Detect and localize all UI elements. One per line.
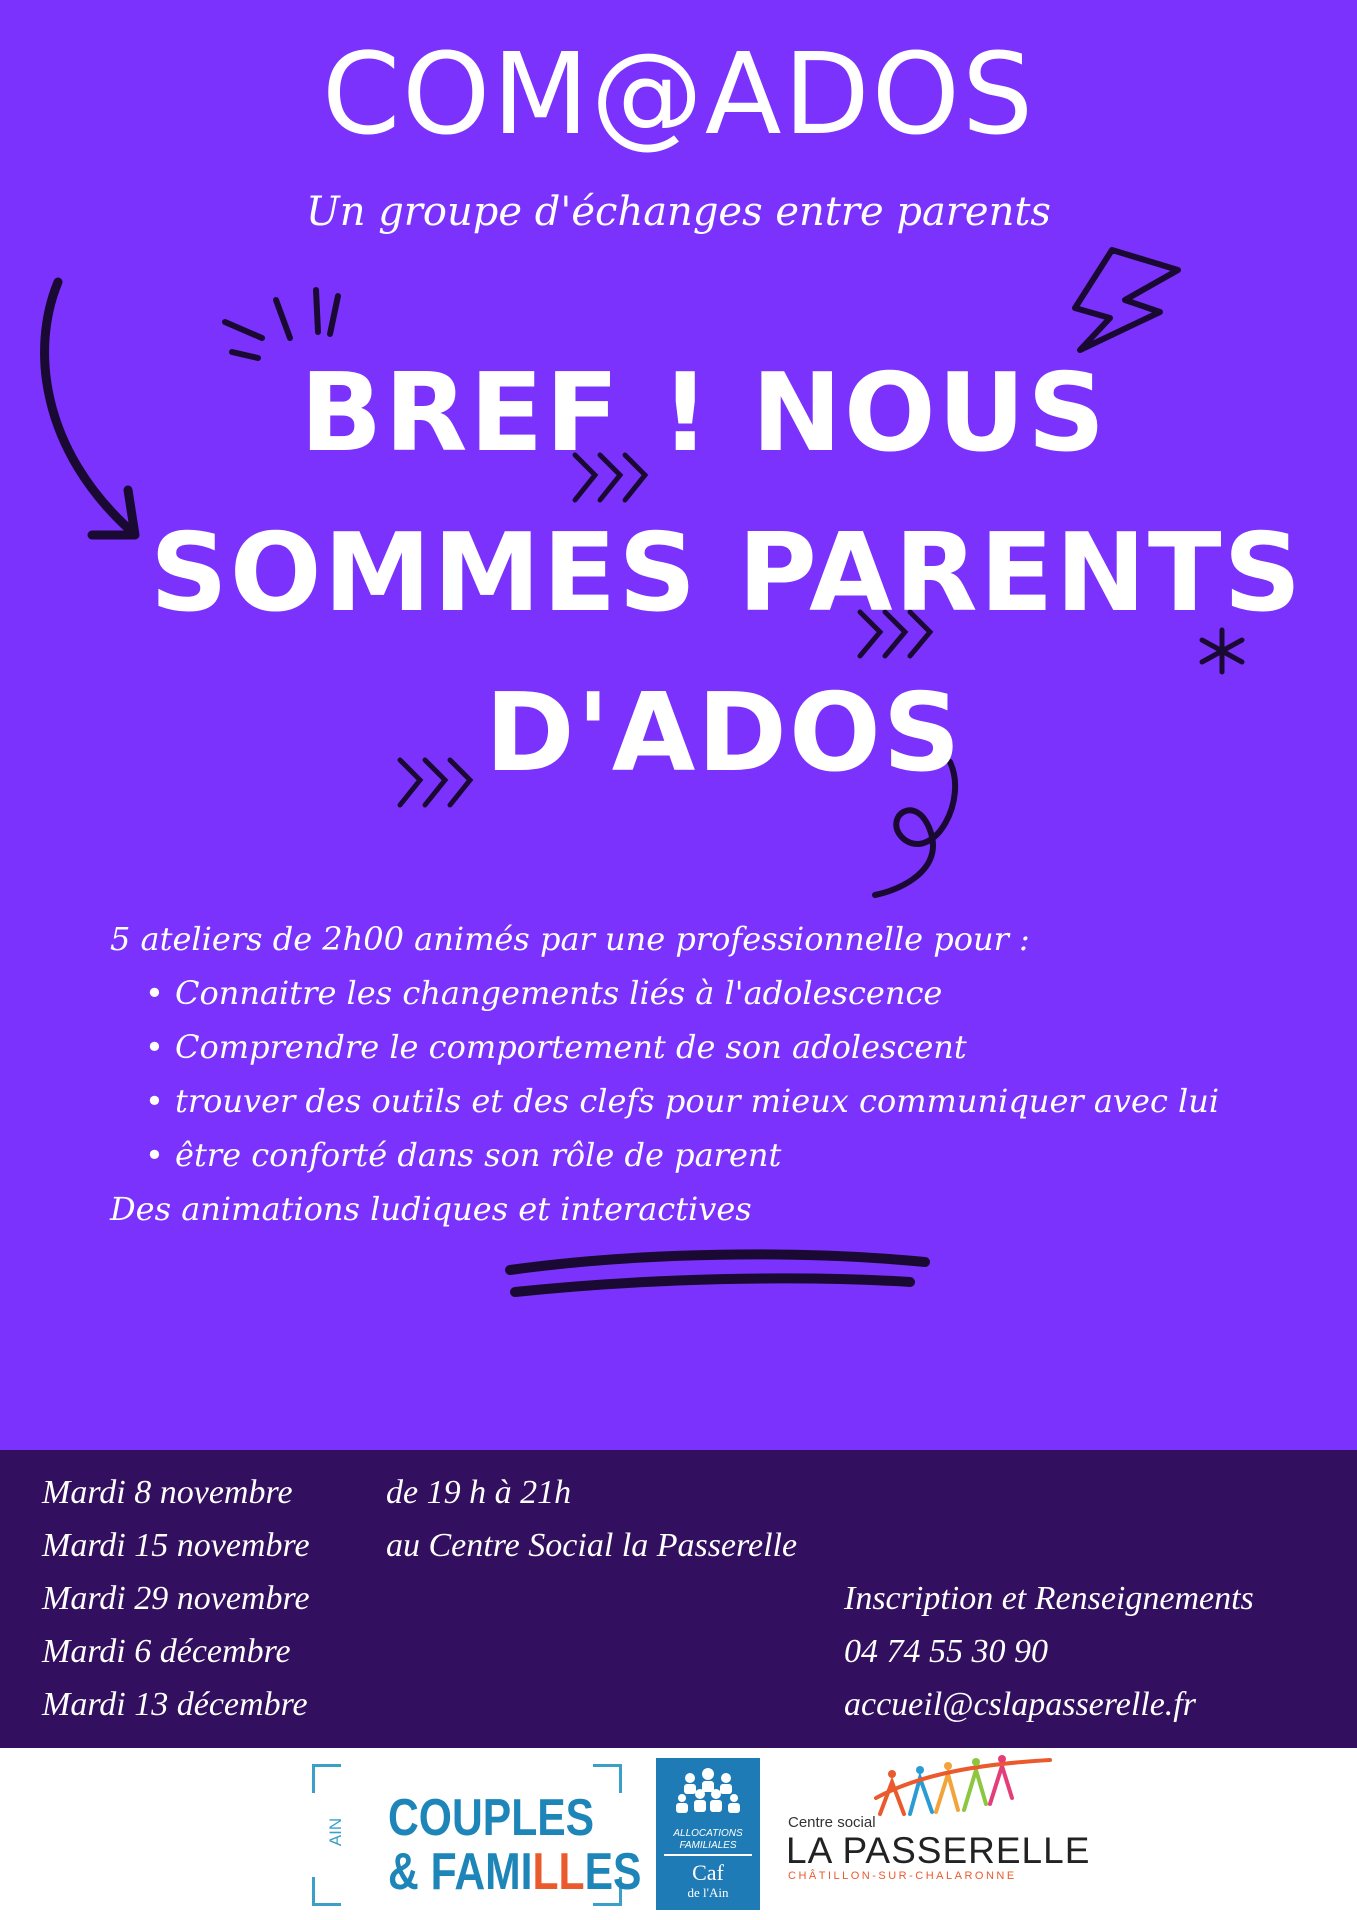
caf-region: de l'Ain xyxy=(687,1885,729,1900)
headline-line-1: BREF ! NOUS xyxy=(300,351,1108,476)
date-item: Mardi 6 décembre xyxy=(42,1633,291,1670)
list-item: • Connaitre les changements liés à l'adolescence xyxy=(175,966,1290,1020)
date-item: Mardi 15 novembre xyxy=(42,1527,310,1564)
logo-frame-corner xyxy=(312,1877,341,1906)
couples-familles-logo xyxy=(312,1764,642,1906)
logo-side-text: AIN xyxy=(326,1817,346,1847)
headline-line-2: SOMMES PARENTS xyxy=(150,511,1304,636)
logo-text-part: & FAMI xyxy=(388,1843,533,1901)
session-time: de 19 h à 21h xyxy=(386,1474,572,1511)
caf-name: Caf xyxy=(692,1860,724,1885)
date-item: Mardi 13 décembre xyxy=(42,1686,308,1723)
partner-logos xyxy=(0,1748,1357,1920)
asterisk-icon xyxy=(1202,630,1242,672)
contact-heading: Inscription et Renseignements xyxy=(844,1580,1254,1617)
headline-line-3: D'ADOS xyxy=(485,671,963,796)
intro-lead: 5 ateliers de 2h00 animés par une professionnelle pour : xyxy=(110,920,1030,958)
caf-line-1: ALLOCATIONS xyxy=(673,1828,743,1839)
family-figures-icon xyxy=(656,1764,760,1826)
logo-text-accent: LL xyxy=(532,1843,585,1901)
contact-info xyxy=(844,1572,1254,1731)
contact-email[interactable]: accueil@cslapasserelle.fr xyxy=(844,1686,1196,1723)
list-item: • trouver des outils et des clefs pour mieux communiquer avec lui xyxy=(175,1074,1290,1128)
page-title: COM@ADOS xyxy=(321,30,1036,160)
burst-lines-icon xyxy=(225,290,338,358)
logo-text-line-2 xyxy=(388,1842,641,1902)
logo-text-part: ES xyxy=(584,1843,642,1901)
logo-text-line-1: COUPLES xyxy=(388,1789,595,1847)
logo-frame-corner xyxy=(312,1764,341,1793)
caf-line-2: FAMILIALES xyxy=(679,1840,737,1851)
date-item: Mardi 8 novembre xyxy=(42,1474,293,1511)
contact-phone[interactable]: 04 74 55 30 90 xyxy=(844,1633,1048,1670)
workshop-description xyxy=(110,912,1290,1236)
underline-scribble-icon xyxy=(510,1254,925,1292)
lightning-bolt-icon xyxy=(1075,250,1178,350)
list-item: • être conforté dans son rôle de parent xyxy=(175,1128,1290,1182)
dates-list xyxy=(42,1466,310,1731)
intro-closing: Des animations ludiques et interactives xyxy=(110,1190,752,1228)
logo-frame-corner xyxy=(593,1764,622,1793)
caf-divider xyxy=(664,1854,752,1856)
logo-kicker: Centre social xyxy=(788,1814,876,1831)
la-passerelle-logo xyxy=(780,1754,1091,1914)
caf-logo xyxy=(656,1758,760,1910)
session-place: au Centre Social la Passerelle xyxy=(386,1527,798,1564)
schedule-info xyxy=(386,1466,797,1572)
logo-name: LA PASSERELLE xyxy=(786,1830,1091,1871)
logo-town: CHÂTILLON-SUR-CHALARONNE xyxy=(788,1870,1017,1882)
subtitle: Un groupe d'échanges entre parents xyxy=(306,189,1051,235)
chevrons-icon xyxy=(400,760,470,805)
date-item: Mardi 29 novembre xyxy=(42,1580,310,1617)
curved-arrow-icon xyxy=(45,282,130,530)
benefit-list xyxy=(110,966,1290,1182)
list-item: • Comprendre le comportement de son adolescent xyxy=(175,1020,1290,1074)
